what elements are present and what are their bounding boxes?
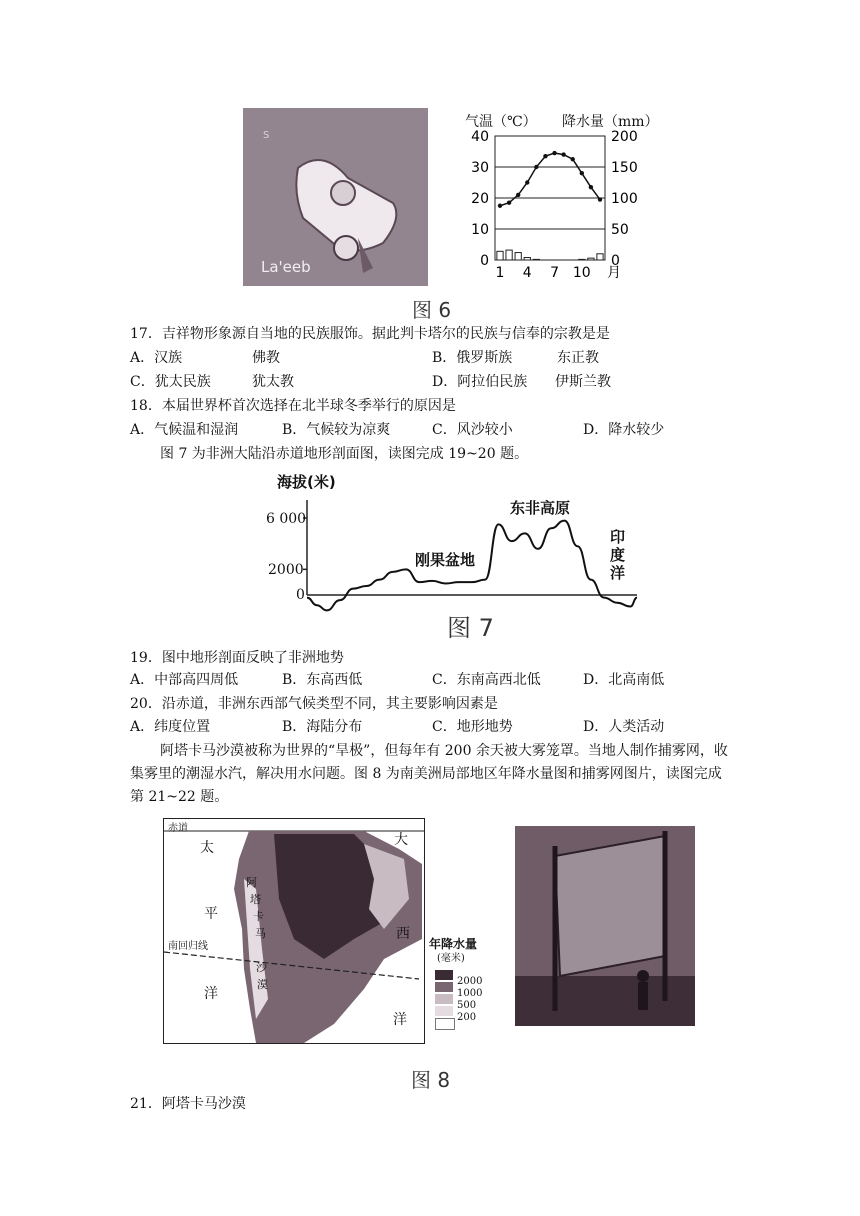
- q19-option-c: C．东南高西北低: [432, 672, 541, 688]
- precip-bar: [588, 258, 594, 260]
- temperature-point: [534, 165, 538, 169]
- question-19: 19．图中地形剖面反映了非洲地势: [130, 650, 344, 666]
- precip-tick-label: 50: [611, 222, 629, 238]
- temperature-point: [552, 151, 556, 155]
- temp-tick-label: 0: [480, 253, 489, 269]
- legend-value-1000: 1000: [457, 988, 483, 999]
- q17-option-d: D．阿拉伯民族: [432, 374, 528, 390]
- precip-bar: [579, 259, 585, 260]
- map-atlantic-char-1: 大: [394, 832, 408, 848]
- temperature-point: [598, 197, 602, 201]
- question-17: 17．吉祥物形象源自当地的民族服饰。据此判卡塔尔的民族与信奉的宗教是是: [130, 326, 610, 342]
- q20-option-b: B．海陆分布: [282, 719, 363, 735]
- map-atacama-char-4: 马: [255, 927, 266, 940]
- legend-unit: (毫米): [437, 953, 465, 964]
- map-atlantic-char-3: 洋: [393, 1012, 407, 1028]
- precipitation-map: [163, 818, 425, 1044]
- precip-tick-label: 200: [611, 129, 638, 145]
- temperature-point: [589, 185, 593, 189]
- month-tick-label: 4: [522, 265, 532, 281]
- month-unit-label: 月: [607, 265, 621, 281]
- fig7-intro: 图 7 为非洲大陆沿赤道地形剖面图，读图完成 19~20 题。: [160, 446, 529, 462]
- temp-tick-label: 20: [471, 191, 489, 207]
- map-tropic-label: 南回归线: [168, 937, 208, 952]
- month-tick-label: 7: [550, 265, 560, 281]
- question-21: 21．阿塔卡马沙漠: [130, 1096, 246, 1112]
- map-pacific-char-1: 太: [200, 840, 214, 856]
- precip-bar: [524, 258, 530, 260]
- temperature-point: [561, 152, 565, 156]
- profile-tick-2000: 2000: [268, 562, 304, 578]
- precip-bar: [497, 251, 503, 260]
- legend-value-500: 500: [457, 1000, 477, 1011]
- climate-chart: [455, 108, 670, 288]
- precip-bar: [533, 259, 539, 260]
- fig7-caption: 图 7: [447, 614, 494, 642]
- month-tick-label: 10: [572, 265, 591, 281]
- q17-option-c-religion: 犹太教: [252, 374, 294, 390]
- svg-text:S: S: [263, 130, 270, 141]
- profile-tick-6000: 6 000: [266, 511, 307, 527]
- q19-option-b: B．东高西低: [282, 672, 363, 688]
- mascot-photo: [243, 108, 428, 286]
- q18-option-d: D．降水较少: [583, 422, 665, 438]
- q18-option-c: C．风沙较小: [432, 422, 513, 438]
- temp-tick-label: 40: [471, 129, 489, 145]
- temperature-point: [525, 180, 529, 184]
- legend-swatch-3: [435, 994, 453, 1004]
- precip-tick-label: 0: [611, 253, 620, 269]
- map-atacama-char-6: 漠: [257, 978, 268, 991]
- q18-option-a: A．气候温和湿润: [130, 422, 239, 438]
- temp-tick-label: 30: [471, 160, 489, 176]
- profile-label-east-africa: 东非高原: [510, 499, 571, 517]
- precip-bar: [515, 253, 521, 260]
- legend-swatch-5: [435, 1018, 455, 1030]
- fog-net-illustration: [515, 826, 695, 1026]
- map-atacama-char-1: 阿: [246, 876, 257, 889]
- temperature-point: [507, 200, 511, 204]
- temperature-point: [580, 171, 584, 175]
- q18-option-b: B．气候较为凉爽: [282, 422, 391, 438]
- profile-label-indian-ocean: 印度洋: [610, 528, 626, 582]
- map-atacama-char-3: 卡: [253, 910, 264, 923]
- fig8-caption: 图 8: [411, 1068, 451, 1092]
- q17-option-a-religion: 佛教: [252, 350, 280, 366]
- precip-bar: [597, 254, 603, 260]
- profile-tick-0: 0: [296, 587, 305, 603]
- map-equator-label: 赤道: [168, 823, 188, 834]
- fog-net-photo: [515, 826, 695, 1026]
- month-tick-label: 1: [495, 265, 505, 281]
- climate-right-title: 降水量（mm）: [562, 114, 659, 130]
- map-atacama-char-5: 沙: [256, 961, 267, 974]
- fig8-intro: 阿塔卡马沙漠被称为世界的“旱极”，但每年有 200 余天被大雾笼罩。当地人制作捕雾网，收集雾里的潮湿水汽，解决用水问题。图 8 为南美洲局部地区年降水量图和捕雾网图片，读图完成第 21~22 题。: [130, 743, 728, 805]
- map-pacific-char-2: 平: [204, 906, 218, 922]
- q20-option-c: C．地形地势: [432, 719, 513, 735]
- temp-tick-label: 10: [471, 222, 489, 238]
- q19-option-a: A．中部高四周低: [130, 672, 239, 688]
- q20-option-d: D．人类活动: [583, 719, 665, 735]
- legend-value-2000: 2000: [457, 976, 483, 987]
- q17-option-c: C．犹太民族: [130, 374, 211, 390]
- q17-option-b: B．俄罗斯族: [432, 350, 513, 366]
- legend-swatch-4: [435, 1006, 453, 1016]
- legend-swatch-2: [435, 982, 453, 992]
- map-pacific-char-3: 洋: [204, 986, 218, 1002]
- question-18: 18．本届世界杯首次选择在北半球冬季举行的原因是: [130, 398, 456, 414]
- q20-option-a: A．纬度位置: [130, 719, 211, 735]
- temperature-point: [516, 193, 520, 197]
- fig6-caption: 图 6: [412, 298, 452, 322]
- legend-title: 年降水量: [429, 937, 478, 951]
- q17-option-a: A．汉族: [130, 350, 183, 366]
- precip-bar: [506, 250, 512, 260]
- temperature-point: [543, 154, 547, 158]
- precip-tick-label: 100: [611, 191, 638, 207]
- q17-option-d-religion: 伊斯兰教: [555, 374, 611, 390]
- mascot-caption: La'eeb: [261, 258, 311, 276]
- map-atacama-char-2: 塔: [250, 893, 261, 906]
- profile-ylabel: 海拔(米): [277, 473, 336, 491]
- q19-option-d: D．北高南低: [583, 672, 665, 688]
- climate-left-title: 气温（℃）: [465, 114, 537, 130]
- temperature-point: [498, 204, 502, 208]
- map-legend: [427, 936, 497, 1046]
- legend-swatch-1: [435, 970, 453, 980]
- profile-label-congo: 刚果盆地: [415, 551, 476, 569]
- legend-value-200: 200: [457, 1012, 477, 1023]
- map-atlantic-char-2: 西: [396, 926, 410, 942]
- question-20: 20．沿赤道，非洲东西部气候类型不同，其主要影响因素是: [130, 696, 498, 712]
- temperature-point: [571, 157, 575, 161]
- q17-option-b-religion: 东正教: [557, 350, 599, 366]
- precip-tick-label: 150: [611, 160, 638, 176]
